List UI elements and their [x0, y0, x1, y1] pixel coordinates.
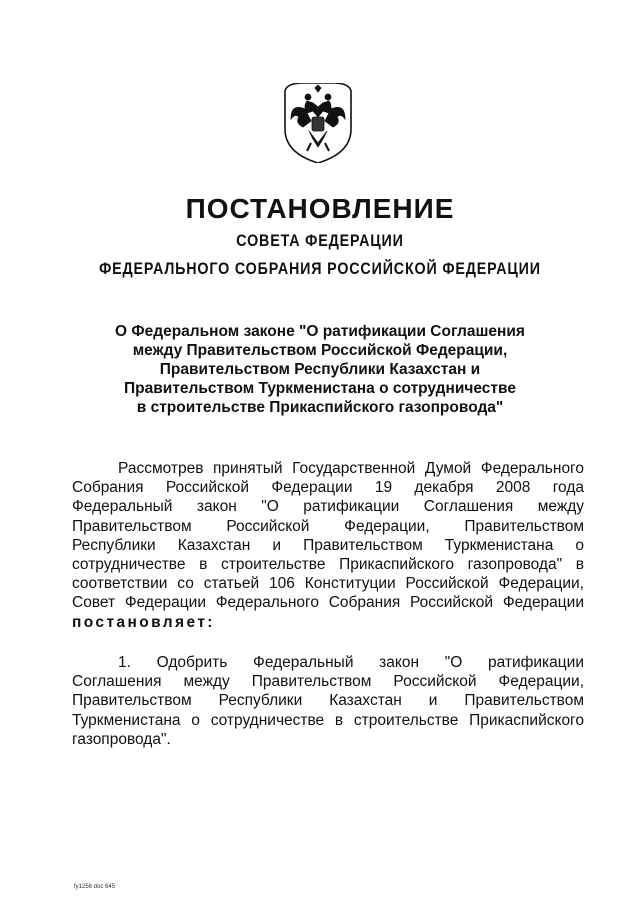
paragraph-line: Собрания Российской Федерации 19 декабря 2008 года: [72, 479, 584, 497]
preamble-paragraph: [72, 459, 584, 632]
paragraph-line: Правительством Республики Казахстан и Правительством: [72, 692, 584, 710]
paragraph-line: Туркменистана о сотрудничестве в строительстве Прикаспийского: [72, 711, 584, 729]
paragraph-line: Правительством Российской Федерации, Правительством: [72, 517, 584, 535]
subject-line: между Правительством Российской Федерации,: [132, 342, 508, 359]
paragraph-line: 1. Одобрить Федеральный закон "О ратификации: [118, 654, 584, 671]
issuing-body-line-1: СОВЕТА ФЕДЕРАЦИИ: [236, 231, 404, 250]
paragraph-line: Соглашения между Правительством Российской Федерации,: [72, 673, 584, 691]
paragraph-line: [72, 613, 584, 632]
paragraph-line: газопровода".: [72, 730, 171, 748]
subject-line: Правительством Республики Казахстан и: [159, 361, 481, 378]
issuing-body-line-2: ФЕДЕРАЛЬНОГО СОБРАНИЯ РОССИЙСКОЙ ФЕДЕРАЦИИ: [99, 259, 541, 278]
clause-1-paragraph: [72, 653, 584, 749]
paragraph-line: Рассмотрев принятый Государственной Думой Федерального: [118, 460, 584, 477]
decree-word: постановляет:: [72, 613, 215, 631]
paragraph-line: Республики Казахстан и Правительством Туркменистана о: [72, 536, 584, 554]
file-reference: fy1256 doc 645: [74, 884, 116, 890]
paragraph-line: Совет Федерации Федерального Собрания Российской Федерации: [72, 594, 584, 612]
paragraph-line: соответствии со статьей 106 Конституции Российской Федерации,: [72, 575, 584, 593]
subject-line: О Федеральном законе "О ратификации Соглашения: [115, 323, 525, 340]
coat-of-arms-emblem: [273, 83, 363, 163]
resolution-subject: [80, 322, 560, 417]
subject-line: Правительством Туркменистана о сотрудничестве: [124, 380, 516, 397]
paragraph-line: Федеральный закон "О ратификации Соглашения между: [72, 498, 584, 516]
document-type-title: ПОСТАНОВЛЕНИЕ: [185, 193, 455, 224]
paragraph-line: сотрудничестве в строительстве Прикаспийского газопровода" в: [72, 556, 584, 574]
subject-line: в строительстве Прикаспийского газопровода": [136, 399, 504, 416]
